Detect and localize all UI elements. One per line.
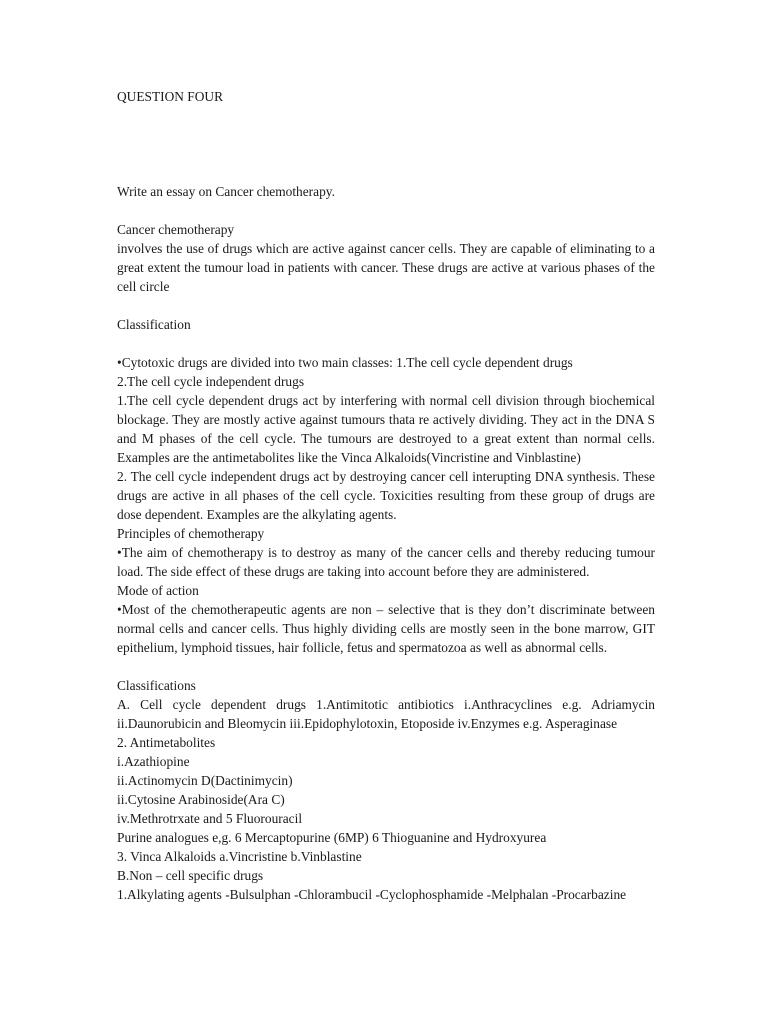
section-heading-principles: Principles of chemotherapy xyxy=(117,526,265,541)
paragraph-line: epithelium, lymphoid tissues, hair follicle, fetus and spermatozoa as well as abnormal cells. xyxy=(117,640,608,655)
paragraph-line: great extent the tumour load in patients with cancer. These drugs are active at various phases of the xyxy=(117,260,655,275)
paragraph-line: •The aim of chemotherapy is to destroy as many of the cancer cells and thereby reducing tumour xyxy=(117,545,655,560)
paragraph-line: 2.The cell cycle independent drugs xyxy=(117,374,305,389)
list-line: 2. Antimetabolites xyxy=(117,735,216,750)
list-line: B.Non – cell specific drugs xyxy=(117,868,264,883)
paragraph-line: drugs are active in all phases of the cell cycle. Toxicities resulting from these group of drugs are xyxy=(117,488,655,503)
list-line: ii.Cytosine Arabinoside(Ara C) xyxy=(117,792,285,807)
list-line: i.Azathiopine xyxy=(117,754,190,769)
paragraph-line: dose dependent. Examples are the alkylating agents. xyxy=(117,507,397,522)
paragraph-line: normal cells and cancer cells. Thus highly dividing cells are mostly seen in the bone marrow, GIT xyxy=(117,621,655,636)
list-line: 1.Alkylating agents -Bulsulphan -Chlorambucil -Cyclophosphamide -Melphalan -Procarbazine xyxy=(117,887,627,902)
paragraph-line: blockage. They are mostly active against tumours thata re actively dividing. They act in the DNA S xyxy=(117,412,655,427)
list-line: ii.Actinomycin D(Dactinimycin) xyxy=(117,773,293,788)
list-line: ii.Daunorubicin and Bleomycin iii.Epidophylotoxin, Etoposide iv.Enzymes e.g. Asperaginase xyxy=(117,716,618,731)
paragraph-line: 2. The cell cycle independent drugs act by destroying cancer cell interupting DNA synthesis. These xyxy=(117,469,655,484)
essay-prompt: Write an essay on Cancer chemotherapy. xyxy=(117,184,335,199)
paragraph-line: and M phases of the cell cycle. The tumours are destroyed to a great extent than normal cells. xyxy=(117,431,655,446)
paragraph-line: Examples are the antimetabolites like the Vinca Alkaloids(Vincristine and Vinblastine) xyxy=(117,450,581,465)
section-heading-cancer-chemotherapy: Cancer chemotherapy xyxy=(117,222,235,237)
paragraph-line: involves the use of drugs which are active against cancer cells. They are capable of eliminating to a xyxy=(117,241,655,256)
list-line: A. Cell cycle dependent drugs 1.Antimitotic antibiotics i.Anthracyclines e.g. Adriamycin xyxy=(117,697,655,712)
section-heading-classifications: Classifications xyxy=(117,678,196,693)
paragraph-line: cell circle xyxy=(117,279,170,294)
paragraph-line: load. The side effect of these drugs are taking into account before they are administered. xyxy=(117,564,590,579)
paragraph-line: 1.The cell cycle dependent drugs act by interfering with normal cell division through biochemical xyxy=(117,393,655,408)
list-line: 3. Vinca Alkaloids a.Vincristine b.Vinblastine xyxy=(117,849,362,864)
question-heading: QUESTION FOUR xyxy=(117,89,224,104)
list-line: iv.Methrotrxate and 5 Fluorouracil xyxy=(117,811,303,826)
paragraph-line: •Most of the chemotherapeutic agents are non – selective that is they don’t discriminate between xyxy=(117,602,655,617)
paragraph-line: •Cytotoxic drugs are divided into two main classes: 1.The cell cycle dependent drugs xyxy=(117,355,573,370)
list-line: Purine analogues e,g. 6 Mercaptopurine (6MP) 6 Thioguanine and Hydroxyurea xyxy=(117,830,547,845)
section-heading-mode-of-action: Mode of action xyxy=(117,583,199,598)
section-heading-classification: Classification xyxy=(117,317,191,332)
